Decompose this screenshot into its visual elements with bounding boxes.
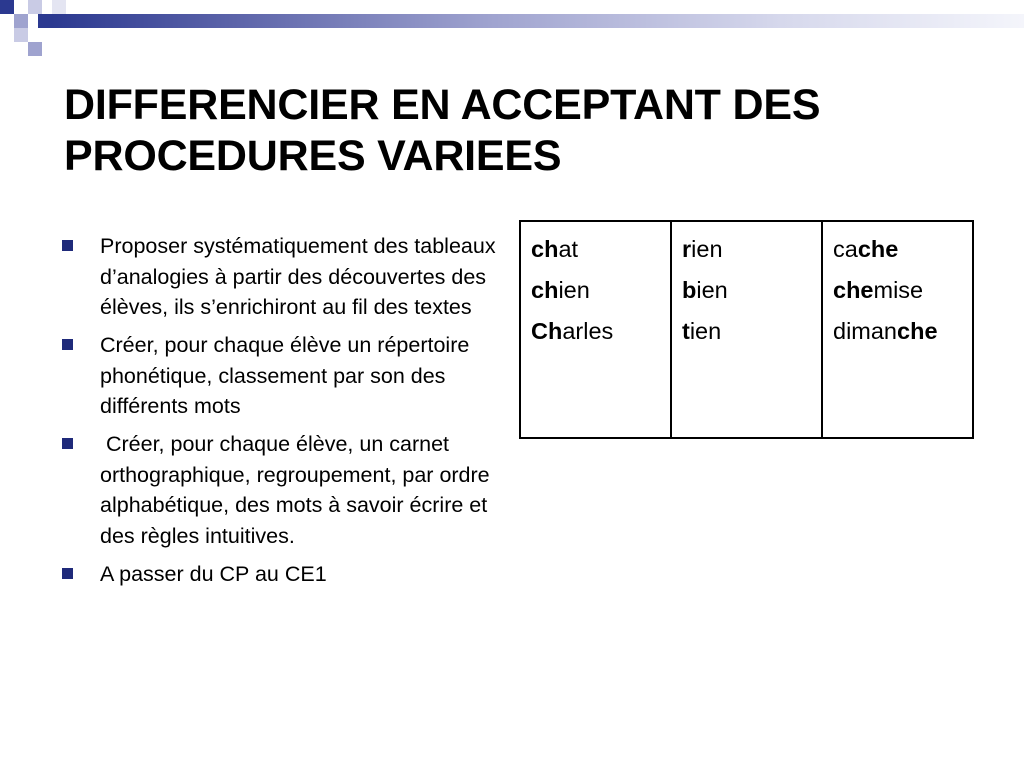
bullet-item <box>62 559 498 590</box>
header-decoration <box>0 0 1024 70</box>
square-bullet-icon <box>62 568 73 579</box>
table-word: rien <box>682 236 723 262</box>
deco-square <box>0 0 14 14</box>
square-bullet-icon <box>62 438 73 449</box>
slide-title-line: PROCEDURES VARIEES <box>64 132 562 180</box>
deco-square <box>28 0 42 14</box>
bullet-text: A passer du CP au CE1 <box>100 561 327 586</box>
deco-square <box>38 14 52 28</box>
bullet-item <box>62 231 498 323</box>
deco-square <box>52 0 66 14</box>
table-word: cache <box>833 236 899 262</box>
bullet-text: Créer, pour chaque élève, un carnet orthographique, regroupement, par ordre alphabétique, des mots à savoir écrire et des règles intuitives. <box>100 432 496 548</box>
table-word: dimanche <box>833 318 938 344</box>
deco-square <box>28 42 42 56</box>
bullet-item <box>62 429 498 551</box>
syllable-table <box>519 220 974 439</box>
table-row <box>520 221 973 438</box>
table-word: chemise <box>833 277 924 303</box>
deco-square <box>14 14 28 28</box>
deco-square <box>14 28 28 42</box>
header-gradient-band <box>52 14 1024 28</box>
square-bullet-icon <box>62 339 73 350</box>
table-cell-col-3 <box>822 221 973 438</box>
slide-title <box>64 80 964 182</box>
bullet-text: Proposer systématiquement des tableaux d’analogies à partir des découvertes des élèves, ils s’enrichiront au fil des textes <box>100 234 496 319</box>
table-cell-col-1 <box>520 221 671 438</box>
bullet-list <box>62 231 498 597</box>
bullet-item <box>62 330 498 422</box>
square-bullet-icon <box>62 240 73 251</box>
table-word: chat <box>531 236 579 262</box>
table-word: chien <box>531 277 590 303</box>
table-cell-col-2 <box>671 221 822 438</box>
slide-title-line: DIFFERENCIER EN ACCEPTANT DES <box>64 81 821 129</box>
table-word: Charles <box>531 318 614 344</box>
table-word: bien <box>682 277 728 303</box>
bullet-text: Créer, pour chaque élève un répertoire phonétique, classement par son des différents mots <box>100 333 470 418</box>
table-word: tien <box>682 318 722 344</box>
